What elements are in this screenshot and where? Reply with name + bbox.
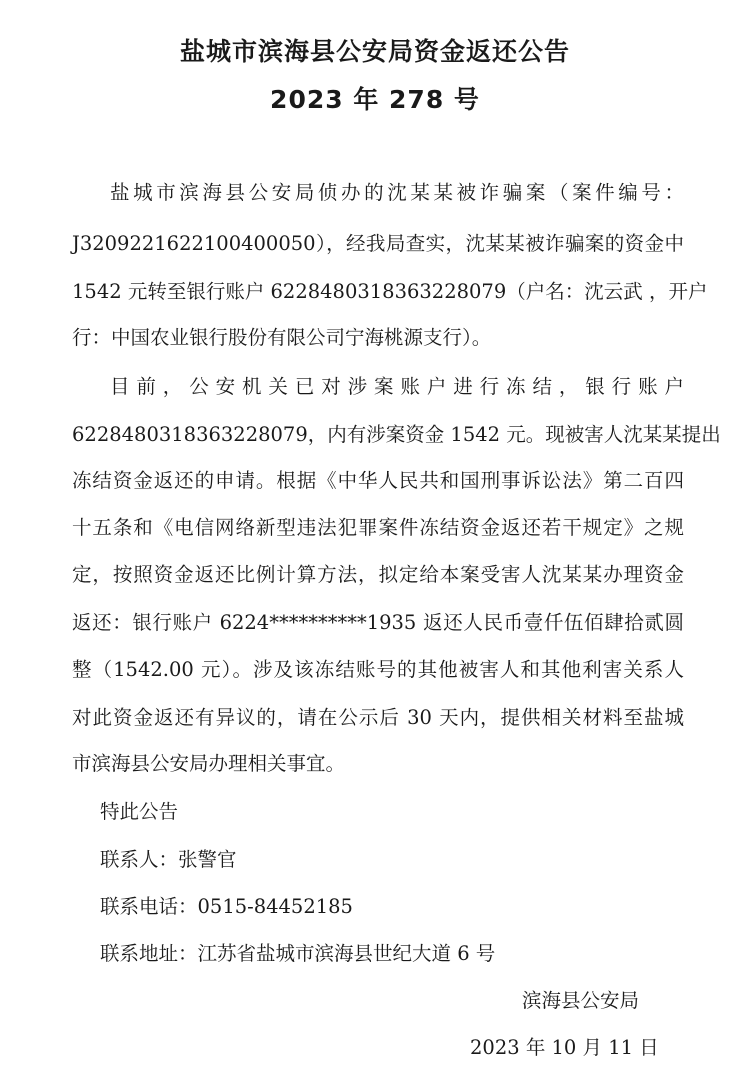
text-line: 对此资金返还有异议的，请在公示后 30 天内，提供相关材料至盐城 <box>72 706 684 729</box>
signature-org: 滨海县公安局 <box>522 989 640 1012</box>
contact-person: 联系人：张警官 <box>100 848 237 871</box>
text-line: 冻结资金返还的申请。根据《中华人民共和国刑事诉讼法》第二百四 <box>72 469 684 492</box>
text-line: 盐城市滨海县公安局侦办的沈某某被诈骗案（案件编号： <box>110 181 684 204</box>
text-line: 6228480318363228079，内有涉案资金 1542 元。现被害人沈某某提出 <box>72 423 721 446</box>
signature-date: 2023 年 10 月 11 日 <box>470 1036 659 1059</box>
text-line: 市滨海县公安局办理相关事宜。 <box>72 752 346 775</box>
notice-title: 盐城市滨海县公安局资金返还公告 <box>179 37 570 66</box>
text-line: J3209221622100400050），经我局查实，沈某某被诈骗案的资金中 <box>72 232 684 255</box>
text-line: 1542 元转至银行账户 6228480318363228079（户名：沈云武 ，开户 <box>72 280 708 303</box>
text-line: 十五条和《电信网络新型违法犯罪案件冻结资金返还若干规定》之规 <box>72 516 684 539</box>
contact-address: 联系地址：江苏省盐城市滨海县世纪大道 6 号 <box>100 942 496 965</box>
text-line: 返还：银行账户 6224**********1935 返还人民币壹仟伍佰肆拾贰圆 <box>72 611 684 634</box>
closing-text: 特此公告 <box>100 800 179 823</box>
text-line: 目前，公安机关已对涉案账户进行冻结，银行账户 <box>110 375 684 398</box>
contact-phone: 联系电话：0515-84452185 <box>100 895 353 918</box>
notice-number: 2023 年 278 号 <box>270 85 480 114</box>
text-line: 整（1542.00 元）。涉及该冻结账号的其他被害人和其他利害关系人 <box>72 658 684 681</box>
text-line: 行：中国农业银行股份有限公司宁海桃源支行）。 <box>72 326 492 349</box>
text-line: 定，按照资金返还比例计算方法，拟定给本案受害人沈某某办理资金 <box>72 563 684 586</box>
